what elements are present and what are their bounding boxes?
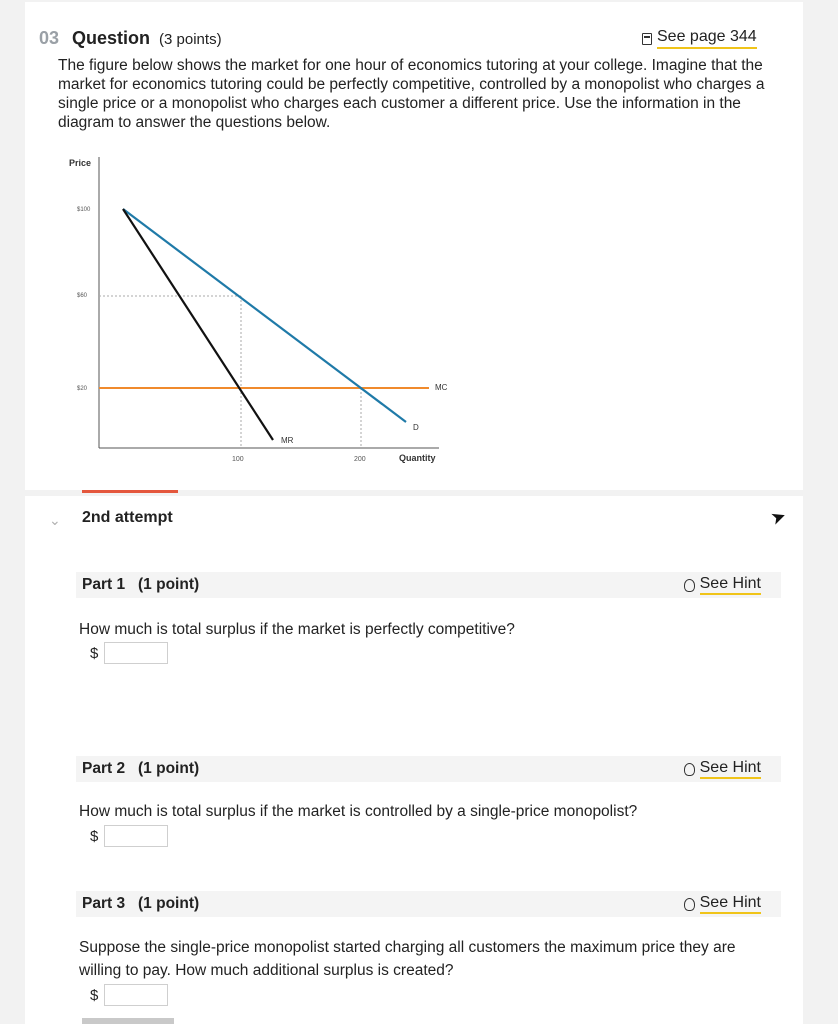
part-3-header	[76, 891, 781, 917]
currency-symbol: $	[90, 827, 99, 845]
part-3-points: (1 point)	[138, 895, 200, 912]
part-2-header	[76, 756, 781, 782]
demand-line	[123, 209, 406, 422]
lightbulb-icon	[684, 579, 695, 592]
part-2-hint-label: See Hint	[700, 759, 761, 779]
part-2-prompt: How much is total surplus if the market is controlled by a single-price monopolist?	[79, 803, 638, 820]
part-1-title: Part 1	[82, 576, 126, 593]
part-1-answer	[90, 642, 168, 664]
book-icon	[642, 33, 652, 45]
part-3-hint-label: See Hint	[700, 894, 761, 914]
part-1-prompt: How much is total surplus if the market is perfectly competitive?	[79, 621, 515, 638]
see-page-link[interactable]	[642, 28, 757, 49]
x-tick-100: 100	[232, 456, 244, 463]
x-axis-label: Quantity	[399, 453, 436, 463]
see-page-label: See page 344	[657, 28, 757, 49]
market-diagram	[65, 152, 485, 472]
part-3-answer-input[interactable]	[104, 984, 168, 1006]
question-card	[25, 2, 803, 1024]
question-title	[72, 28, 222, 49]
part-3-prompt: Suppose the single-price monopolist started charging all customers the maximum price they are willing to pay. How much additional surplus is created?	[79, 939, 736, 979]
mr-line	[123, 209, 273, 440]
part-2-answer-input[interactable]	[104, 825, 168, 847]
part-3-label	[82, 895, 199, 913]
part-2-label	[82, 760, 199, 778]
y-tick-100: $100	[77, 207, 91, 213]
attempt-indicator	[82, 490, 178, 493]
question-points: (3 points)	[159, 31, 222, 48]
part-2-title: Part 2	[82, 760, 126, 777]
part-3-title: Part 3	[82, 895, 126, 912]
part-1-hint-label: See Hint	[700, 575, 761, 595]
question-intro: The figure below shows the market for one hour of economics tutoring at your college. Imagine that the market for economics tutoring could be perfectly competitive, controlled by a monopolist who charges a single price or a monopolist who charges each customer a different price. Use the information in the diagram to answer the questions below.	[58, 57, 765, 131]
part-2-see-hint[interactable]	[684, 759, 761, 779]
y-tick-20: $20	[77, 386, 88, 392]
part-3-answer	[90, 984, 168, 1006]
part-1-header	[76, 572, 781, 598]
chevron-down-icon[interactable]: ⌄	[49, 512, 61, 528]
y-tick-60: $60	[77, 293, 88, 299]
attempt-label: 2nd attempt	[82, 509, 173, 526]
mc-label: MC	[435, 383, 448, 392]
pin-icon[interactable]: ➤	[767, 505, 789, 530]
x-tick-200: 200	[354, 456, 366, 463]
y-axis-label: Price	[69, 158, 92, 168]
part-3-see-hint[interactable]	[684, 894, 761, 914]
part-2-answer	[90, 825, 168, 847]
lightbulb-icon	[684, 898, 695, 911]
lightbulb-icon	[684, 763, 695, 776]
mr-label: MR	[281, 436, 294, 445]
part-1-see-hint[interactable]	[684, 575, 761, 595]
demand-label: D	[413, 423, 419, 432]
currency-symbol: $	[90, 644, 99, 662]
part-2-points: (1 point)	[138, 760, 200, 777]
part-1-answer-input[interactable]	[104, 642, 168, 664]
question-number: 03	[39, 28, 60, 48]
currency-symbol: $	[90, 986, 99, 1004]
question-title-text: Question	[72, 28, 151, 48]
scroll-indicator	[82, 1018, 174, 1024]
part-1-label	[82, 576, 199, 594]
part-1-points: (1 point)	[138, 576, 200, 593]
